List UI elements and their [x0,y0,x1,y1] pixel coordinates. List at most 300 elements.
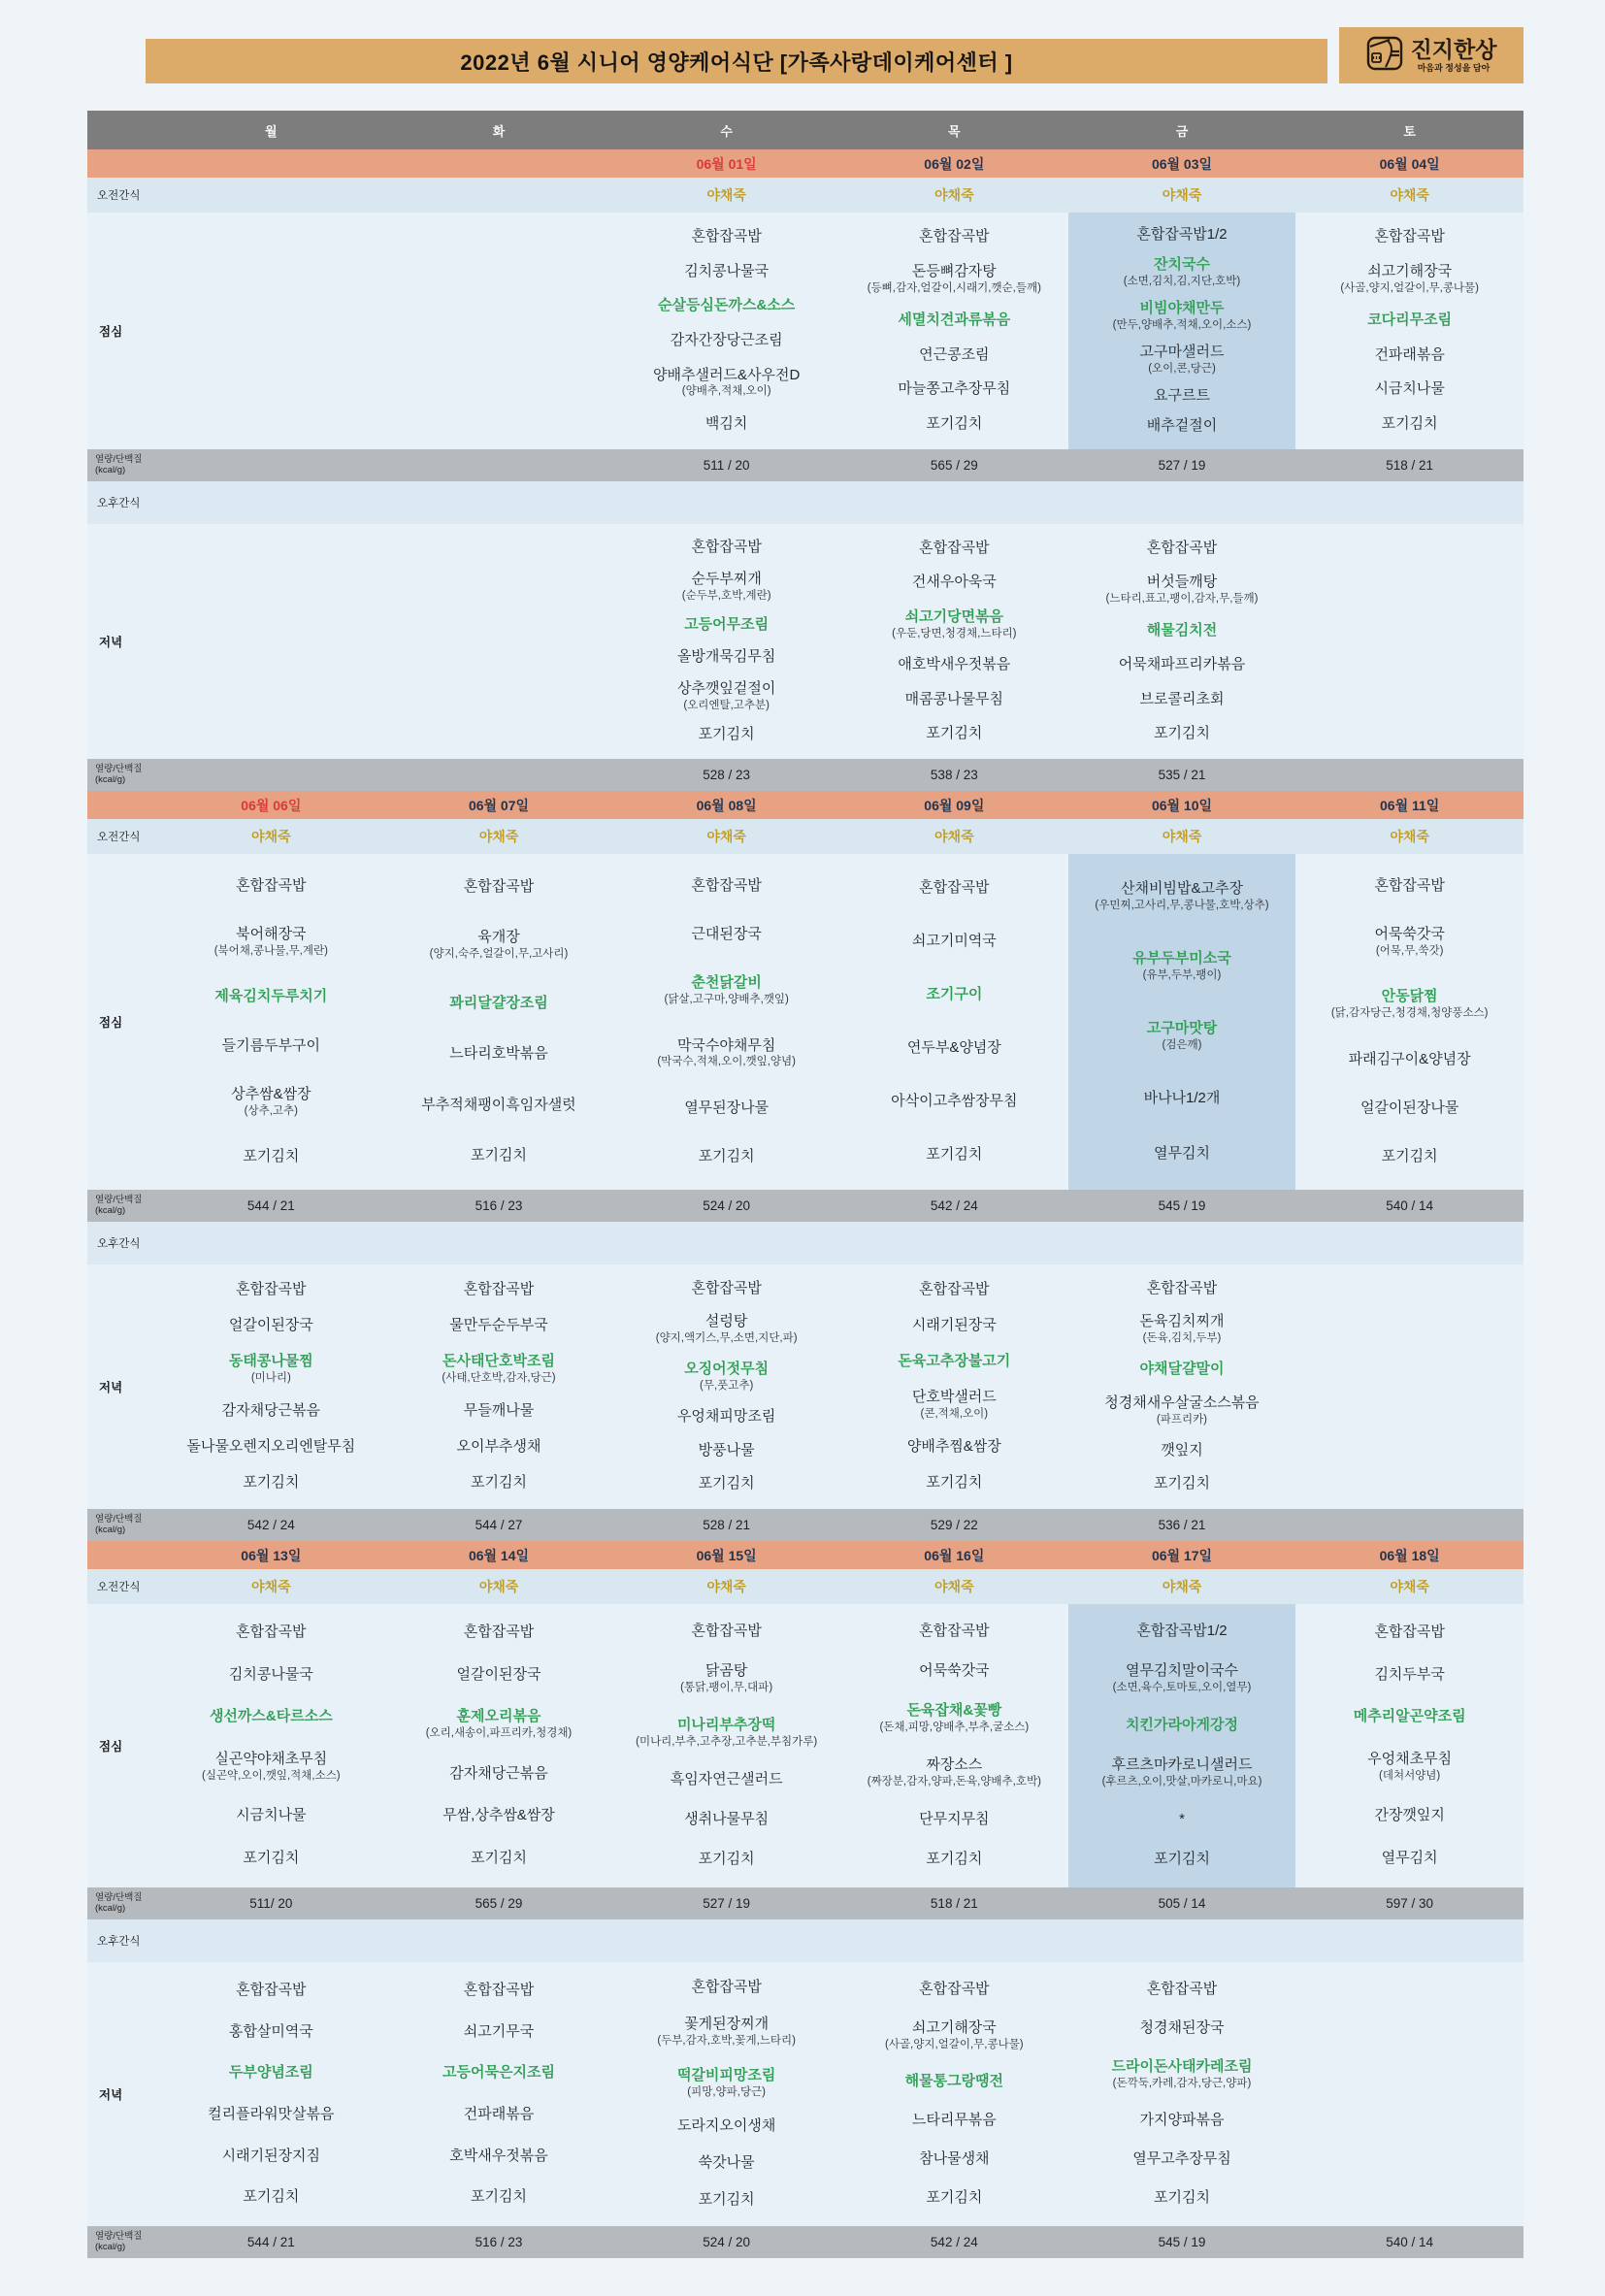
menu-item-name: 쇠고기무국 [463,2022,535,2040]
am-snack-cell: 야채죽 [478,829,519,844]
menu-item [1382,1850,1438,1868]
menu-item-name: 훈제오리볶음 [456,1708,541,1725]
am-snack-cell: 야채죽 [478,1579,519,1594]
menu-item-name: 동태콩나물찜 [228,1352,313,1369]
menu-item [912,1317,997,1335]
menu-item-name: 혼합잡곡밥 [919,879,990,897]
menu-item-name: 고구마맛탕 [1146,1019,1218,1036]
menu-item-name: 혼합잡곡밥 [463,1624,535,1641]
menu-item [926,725,982,743]
menu-item [236,877,306,896]
menu-item [926,1474,982,1492]
menu-item [457,1438,541,1457]
menu-item [1367,312,1452,330]
menu-item [1095,880,1268,912]
menu-item [898,1353,1010,1371]
menu-item-name: 혼합잡곡밥 [919,1980,990,1997]
menu-item [691,926,761,944]
menu-item-name: 양배추찜&쌈장 [906,1438,1001,1456]
kcal-value: 536 / 21 [1158,1518,1206,1532]
menu-item [1354,1708,1466,1726]
lunch-cell [612,213,840,449]
menu-item-name: 컬리플라워맛살볶음 [208,2105,335,2122]
pm-snack-row [87,1919,1523,1962]
kcal-value: 516 / 23 [475,2235,523,2249]
menu-item-name: 비빔야채만두 [1139,299,1225,316]
menu-item-name: 혼합잡곡밥 [236,1281,307,1298]
menu-item [464,2106,534,2124]
menu-item [699,2191,755,2210]
menu-item-name: 백김치 [704,414,748,432]
menu-item [231,1086,311,1118]
menu-item-name: * [1179,1810,1185,1827]
date-row-spacer [87,791,157,819]
logo-name: 진지한상 [1410,36,1497,62]
menu-item-name: 혼합잡곡밥 [1374,228,1445,246]
menu-item [1132,2150,1230,2169]
lunch-cell [1295,854,1523,1190]
am-snack-cell: 야채죽 [1162,829,1202,844]
menu-item-ingredients: (오이,콘,당근) [1148,363,1216,376]
menu-item [705,415,747,434]
menu-item-name: 순살등심돈까스&소스 [658,297,796,314]
menu-item-ingredients: (미나리,부추,고추장,고추분,부침가루) [636,1735,818,1748]
menu-item-name: 열무김치 [1381,1849,1438,1866]
menu-item-ingredients: (등뼈,감자,얼갈이,시래기,깻순,들깨) [867,281,1041,294]
menu-item-ingredients: (오리,새송이,파프리카,청경채) [425,1727,573,1740]
menu-item [926,1146,982,1164]
menu-item [1147,1280,1217,1298]
menu-item [1154,1851,1210,1869]
kcal-value [385,449,613,481]
page-header [146,27,1523,97]
lunch-cell [385,1604,613,1887]
lunch-row [87,1604,1523,1887]
menu-item-ingredients: (어묵,무,쑥갓) [1375,944,1444,957]
lunch-cell [385,854,613,1190]
menu-item [1161,1442,1202,1460]
am-snack-cell: 야채죽 [706,829,746,844]
menu-item [1140,1313,1225,1345]
menu-item-name: 돌나물오렌지오리엔탈무침 [186,1438,356,1456]
menu-item [1374,1807,1444,1825]
menu-item [677,680,775,712]
menu-item [442,1807,555,1825]
kcal-value: 565 / 29 [475,1896,523,1911]
menu-item-name: 설렁탕 [704,1313,748,1330]
menu-item-name: 시금치나물 [236,1807,307,1824]
date-cell: 06월 04일 [1379,155,1440,172]
week-block [87,149,1523,791]
menu-item [919,1281,989,1299]
menu-item-name: 단무지무침 [919,1810,990,1827]
menu-item [1154,2189,1210,2208]
pm-snack-cell [612,481,840,524]
menu-item [1112,2058,1253,2090]
dinner-cell [385,524,613,759]
lunch-cell [1068,1604,1296,1887]
menu-item-name: 얼갈이된장국 [228,1316,313,1333]
date-cell: 06월 03일 [1151,155,1213,172]
menu-item-name: 오이부추생채 [456,1438,541,1456]
menu-item [457,1666,541,1685]
date-cell: 06월 14일 [468,1547,530,1563]
menu-item-name: 포기김치 [1154,1850,1210,1867]
menu-item [214,926,328,958]
menu-item-name: 얼갈이된장국 [456,1665,541,1683]
menu-item [926,415,982,434]
menu-item [677,2067,775,2099]
lunch-cell [157,213,385,449]
menu-item [222,1037,320,1056]
menu-item-ingredients: (실곤약,오이,깻잎,적채,소스) [202,1769,341,1782]
menu-item [1340,263,1479,295]
menu-item [653,367,800,399]
am-snack-label: 오전간식 [97,832,141,843]
menu-item-name: 혼합잡곡밥 [919,540,990,557]
kcal-label [87,1887,157,1919]
menu-item-name: 실곤약야채초무침 [214,1751,328,1768]
menu-item [208,2106,334,2124]
menu-item [1140,344,1225,376]
menu-item-ingredients: (통닭,팽이,무,대파) [680,1682,773,1694]
menu-item [926,2189,982,2208]
menu-item [1144,1090,1221,1108]
menu-item-name: 포기김치 [926,1474,983,1492]
brand-logo [1339,27,1523,83]
am-snack-cell: 야채죽 [1162,1579,1202,1594]
menu-item [214,988,327,1006]
menu-item [229,1666,313,1685]
menu-item-ingredients: (양배추,적채,오이) [681,385,771,398]
lunch-cell [1295,1604,1523,1887]
menu-item-name: 혼합잡곡밥 [919,228,990,246]
menu-item-name: 돈육고추장불고기 [898,1352,1011,1369]
menu-item [1132,950,1230,982]
dinner-cell [1295,524,1523,759]
menu-item-name: 버섯들깨탕 [1146,574,1218,591]
menu-item [1374,1666,1444,1685]
kcal-label-unit: (kcal/g) [95,1902,126,1914]
menu-item-name: 마늘쫑고추장무침 [898,380,1011,398]
am-snack-cell: 야채죽 [706,1579,746,1594]
date-cell: 06월 10일 [1151,797,1213,813]
am-snack-cell: 야채죽 [251,829,291,844]
lunch-label: 점심 [99,1016,123,1030]
menu-item [905,2073,1003,2091]
menu-item [222,2148,320,2166]
date-cell [157,149,385,178]
menu-item [658,297,795,315]
menu-item-name: 막국수야채무침 [676,1036,776,1054]
menu-item [905,691,1003,709]
meal-plan-page [0,27,1605,2296]
menu-item [677,1408,775,1427]
menu-item [657,2016,796,2048]
menu-item [236,1982,306,2000]
menu-item-name: 양배추샐러드&사우전D [653,366,801,383]
kcal-label-main: 열량/단백질 [95,454,143,466]
menu-item-name: 혼합잡곡밥1/2 [1136,1623,1228,1640]
lunch-cell [612,854,840,1190]
menu-item-name: 쇠고기해장국 [1367,262,1453,279]
menu-item [691,1979,761,1997]
menu-item [912,2112,997,2130]
date-row-spacer [87,149,157,178]
menu-item [907,1438,1001,1457]
menu-item [684,1361,769,1393]
menu-item-name: 혼합잡곡밥 [691,1623,762,1640]
kcal-value [1295,759,1523,791]
menu-item-ingredients: (데쳐서양념) [1379,1769,1441,1782]
menu-item-ingredients: (닭,감자당근,청경채,청양풍소스) [1330,1007,1489,1020]
menu-item-name: 조기구이 [926,986,983,1003]
menu-item-name: 포기김치 [926,1146,983,1164]
menu-item [926,1851,982,1869]
menu-item-name: 포기김치 [698,1850,755,1867]
pm-snack-cell [385,1919,613,1962]
menu-item-name: 근대된장국 [691,925,762,942]
menu-item [426,1708,573,1740]
menu-item-name: 혼합잡곡밥 [691,1279,762,1296]
menu-item-name: 고등어무조림 [684,616,770,634]
menu-item [898,380,1010,399]
menu-item-name: 우엉채초무침 [1367,1751,1453,1768]
menu-item [919,879,989,898]
menu-item [684,616,769,635]
menu-item-ingredients: (돈육,김치,두부) [1142,1332,1222,1345]
weekday-thu: 목 [948,123,961,139]
menu-item [1113,1662,1252,1694]
menu-item-name: 어묵채파프리카볶음 [1118,656,1246,673]
menu-item [236,1807,306,1825]
menu-item [1154,387,1210,406]
menu-item-name: 도라지오이생채 [676,2117,776,2135]
menu-item-name: 제육김치두루치기 [214,988,328,1005]
menu-item-name: 포기김치 [1154,724,1210,741]
menu-item-name: 드라이돈사태카레조림 [1111,2058,1253,2076]
menu-item-name: 코다리무조림 [1367,312,1453,329]
menu-item-name: 김치콩나물국 [228,1665,313,1683]
pm-snack-cell [840,1222,1068,1264]
menu-item [1179,1811,1185,1829]
menu-item-name: 포기김치 [243,1474,300,1492]
menu-item-ingredients: (닭살,고구마,양배추,깻잎) [664,993,789,1005]
menu-item-name: 어묵쑥갓국 [919,1662,990,1680]
menu-item [891,1093,1017,1111]
menu-item-name: 돈사태단호박조림 [442,1352,555,1369]
menu-item-name: 안동닭찜 [1381,988,1438,1005]
menu-item-name: 돈등뼈감자탕 [911,262,997,279]
menu-item-name: 미나리부추장떡 [676,1716,776,1733]
dinner-row [87,1962,1523,2226]
dinner-cell [1295,1264,1523,1509]
menu-item [1106,574,1259,606]
menu-item [1113,300,1252,332]
menu-item [449,1765,547,1784]
menu-item-name: 간장깻잎지 [1374,1807,1445,1824]
date-row [87,791,1523,819]
menu-item [210,1708,333,1726]
menu-item [1367,1751,1452,1783]
menu-item [1374,877,1444,896]
weekday-header-spacer [87,111,157,149]
kcal-label-main: 열량/단백질 [95,2231,143,2243]
am-snack-cell: 야채죽 [251,1579,291,1594]
dinner-cell [1068,524,1296,759]
menu-item-name: 포기김치 [243,1148,300,1165]
menu-item [1147,540,1217,558]
weekday-fri: 금 [1175,123,1189,139]
am-snack-cell: 야채죽 [934,1579,974,1594]
menu-item-name: 깻잎지 [1161,1441,1203,1459]
menu-item-ingredients: (검은깨) [1162,1038,1202,1051]
dinner-cell [1068,1962,1296,2226]
menu-item-name: 바나나1/2개 [1143,1089,1221,1106]
menu-item-name: 혼합잡곡밥 [236,876,307,894]
am-snack-row [87,1569,1523,1604]
kcal-value: 565 / 29 [930,458,978,473]
kcal-value: 544 / 27 [475,1518,523,1532]
date-row-spacer [87,1541,157,1569]
menu-item [464,2023,534,2042]
pm-snack-cell [385,481,613,524]
menu-item [243,2188,299,2207]
kcal-value: 527 / 19 [1158,458,1206,473]
menu-item-ingredients: (짜장분,감자,양파,돈육,양배추,호박) [867,1775,1041,1788]
menu-item [421,1097,575,1115]
menu-item-name: 청경채된장국 [1139,2018,1225,2036]
kcal-label [87,759,157,791]
kcal-label-unit: (kcal/g) [95,1524,126,1535]
menu-item [1140,1361,1225,1379]
kcal-value: 518 / 21 [930,1896,978,1911]
date-cell [385,149,613,178]
menu-item-name: 순두부찌개 [691,570,762,587]
menu-item [1124,256,1240,288]
kcal-value: 511 / 20 [703,458,750,473]
menu-item [1147,1981,1217,1999]
week-block [87,1541,1523,2258]
menu-item-name: 야채달걀말이 [1139,1361,1225,1378]
pm-snack-cell [1295,1919,1523,1962]
menu-item-name: 쇠고기당면볶음 [904,607,1004,625]
menu-item [907,1039,1001,1058]
menu-item-name: 시래기된장지짐 [221,2147,321,2164]
menu-item [919,1811,989,1829]
dinner-cell [157,1962,385,2226]
menu-item [442,1353,555,1385]
am-snack-cell: 야채죽 [934,187,974,203]
menu-item [471,1147,527,1165]
menu-item-name: 아삭이고추쌈장무침 [891,1093,1018,1110]
kcal-label-unit: (kcal/g) [95,464,126,476]
kcal-label-main: 열량/단백질 [95,1892,143,1904]
kcal-value: 545 / 19 [1158,1198,1206,1213]
pm-snack-cell [1295,481,1523,524]
menu-item-name: 포기김치 [926,724,983,741]
menu-item-name: 열무김치 [1154,1144,1210,1162]
lunch-cell [385,213,613,449]
menu-item-ingredients: (양지,액기스,무,소면,지단,파) [655,1332,798,1345]
menu-item-name: 건새우아욱국 [911,574,997,591]
menu-item-name: 시래기된장국 [911,1316,997,1333]
date-cell: 06월 15일 [696,1547,757,1563]
menu-item-name: 무쌈,상추쌈&쌈장 [442,1807,555,1824]
dinner-label: 저녁 [99,2088,123,2102]
menu-item-name: 포기김치 [471,1474,527,1492]
menu-item-name: 요구르트 [1154,387,1210,405]
menu-item [684,1811,769,1829]
menu-item-name: 짜장소스 [926,1756,983,1774]
menu-item-name: 혼합잡곡밥 [236,1981,307,1998]
menu-item [229,2023,313,2042]
pm-snack-row [87,1222,1523,1264]
kcal-label-main: 열량/단백질 [95,764,143,775]
am-snack-cell: 야채죽 [1162,187,1202,203]
menu-item-name: 상추깻잎겉절이 [676,679,776,697]
dinner-cell [840,1962,1068,2226]
menu-item-name: 북어해장국 [236,925,307,942]
dinner-cell [1068,1264,1296,1509]
menu-item-name: 감자채당근볶음 [221,1402,321,1420]
menu-item [222,1402,320,1421]
am-snack-label: 오전간식 [97,1582,141,1593]
menu-item [680,1662,772,1694]
menu-item-name: 포기김치 [471,2188,527,2206]
menu-item-name: 돈육김치찌개 [1139,1313,1225,1330]
kcal-row [87,759,1523,791]
lunch-cell [157,1604,385,1887]
menu-item-name: 혼합잡곡밥 [691,1979,762,1996]
menu-item [912,574,997,592]
menu-item [671,332,783,350]
kcal-value: 529 / 22 [930,1518,978,1532]
menu-item [236,1281,306,1299]
menu-item-name: 브로콜리초회 [1139,690,1225,707]
menu-item [677,648,775,667]
menu-item [449,2148,547,2166]
menu-item-name: 배추겉절이 [1146,417,1218,435]
menu-item [471,1850,527,1868]
menu-item-name: 느타리호박볶음 [449,1045,548,1063]
menu-item-ingredients: (사태,단호박,감자,당근) [442,1371,556,1384]
am-snack-cell [385,178,613,213]
menu-item [471,1474,527,1492]
menu-item-name: 포기김치 [926,414,983,432]
kcal-value: 524 / 20 [703,2235,751,2249]
dinner-row [87,1264,1523,1509]
menu-item-name: 연근콩조림 [919,345,990,363]
menu-item-name: 육개장 [477,929,520,946]
menu-item-name: 쇠고기해장국 [911,2018,997,2036]
kcal-value: 505 / 14 [1158,1896,1206,1911]
menu-item-name: 올방개묵김무침 [676,647,776,665]
dinner-cell [157,524,385,759]
menu-item [691,539,761,557]
menu-item-ingredients: (느타리,표고,팽이,감자,무,들깨) [1105,593,1259,606]
menu-item [243,1474,299,1492]
menu-item [898,312,1010,330]
menu-item [691,877,761,896]
menu-item-name: 세멸치견과류볶음 [898,312,1011,329]
am-snack-cell: 야채죽 [934,829,974,844]
pm-snack-cell [157,1919,385,1962]
kcal-value: 538 / 23 [930,768,978,782]
menu-item-ingredients: (사골,양지,얼갈이,무,콩나물) [885,2038,1024,2050]
menu-item-ingredients: (만두,양배추,적채,오이,소스) [1112,318,1252,331]
menu-item [684,1099,769,1118]
